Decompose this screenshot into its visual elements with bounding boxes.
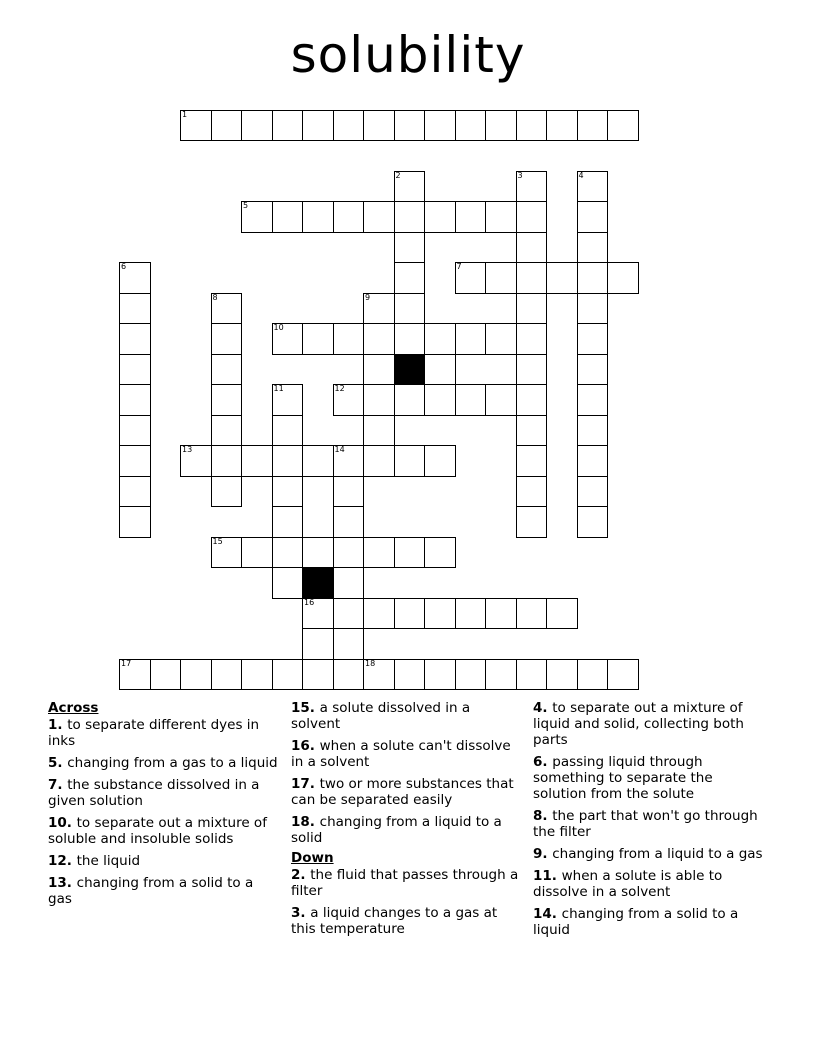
clue-item-number: 13 xyxy=(48,875,67,891)
grid-cell[interactable] xyxy=(241,659,273,691)
grid-cell[interactable] xyxy=(363,598,395,630)
grid-cell[interactable] xyxy=(180,659,212,691)
clue-number: 4 xyxy=(578,170,584,180)
grid-cell[interactable] xyxy=(272,537,304,569)
grid-cell[interactable] xyxy=(455,110,487,142)
grid-cell[interactable] xyxy=(363,323,395,355)
grid-cell[interactable] xyxy=(394,201,426,233)
clue-number: 13 xyxy=(182,445,193,454)
grid-cell[interactable] xyxy=(333,323,365,355)
clue-item: 3. a liquid changes to a gas at this temperature xyxy=(291,905,498,937)
grid-cell[interactable] xyxy=(211,384,243,416)
grid-cell[interactable] xyxy=(272,384,304,416)
clue-item-number: 18 xyxy=(291,814,310,830)
clue-item-number: 7 xyxy=(48,777,58,793)
grid-cell[interactable] xyxy=(363,659,395,691)
clue-item-number: 2 xyxy=(291,867,301,883)
grid-cell[interactable] xyxy=(455,201,487,233)
clue-item-text: a solute dissolved in a solvent xyxy=(291,700,471,732)
clue-item-text: when a solute is able to dissolve in a solvent xyxy=(533,868,723,900)
clue-item-text: changing from a liquid to a gas xyxy=(552,846,763,862)
grid-cell[interactable] xyxy=(241,537,273,569)
clue-item: 10. to separate out a mixture of soluble and insoluble solids xyxy=(48,815,267,847)
grid-cell[interactable] xyxy=(516,262,548,294)
grid-cell[interactable] xyxy=(485,262,517,294)
grid-cell[interactable] xyxy=(180,445,212,477)
clue-item: 16. when a solute can't dissolve in a solvent xyxy=(291,738,511,770)
grid-cell[interactable] xyxy=(363,293,395,325)
clue-number: 1 xyxy=(182,109,188,119)
grid-cell[interactable] xyxy=(150,659,182,691)
clue-item-text: two or more substances that can be separated easily xyxy=(291,776,514,808)
clue-number: 6 xyxy=(121,262,127,271)
grid-cell[interactable] xyxy=(577,659,609,691)
grid-cell[interactable] xyxy=(241,445,273,477)
grid-cell[interactable] xyxy=(424,323,456,355)
clue-item-text: changing from a gas to a liquid xyxy=(67,755,278,771)
clue-item-text: to separate out a mixture of soluble and insoluble solids xyxy=(48,815,267,847)
grid-cell[interactable] xyxy=(516,506,548,538)
grid-cell[interactable] xyxy=(119,415,151,447)
grid-cell[interactable] xyxy=(424,384,456,416)
grid-cell[interactable] xyxy=(455,262,487,294)
grid-cell[interactable] xyxy=(424,537,456,569)
grid-cell[interactable] xyxy=(394,384,426,416)
grid-cell[interactable] xyxy=(485,598,517,630)
clue-item-text: to separate different dyes in inks xyxy=(48,717,260,749)
grid-cell[interactable] xyxy=(485,323,517,355)
clue-item-number: 8 xyxy=(533,808,543,824)
grid-cell[interactable] xyxy=(272,567,304,599)
clue-item-text: the part that won't go through the filter xyxy=(533,808,758,840)
grid-cell[interactable] xyxy=(577,354,609,386)
grid-cell[interactable] xyxy=(394,659,426,691)
clue-number: 8 xyxy=(212,292,218,302)
clue-number: 5 xyxy=(243,201,249,210)
grid-cell[interactable] xyxy=(119,262,151,294)
clues-column-2 xyxy=(291,700,523,943)
grid-cell[interactable] xyxy=(516,354,548,386)
grid-cell[interactable] xyxy=(211,110,243,142)
grid-cell[interactable] xyxy=(577,323,609,355)
grid-cell[interactable] xyxy=(302,323,334,355)
clue-item-text: changing from a solid to a gas xyxy=(48,875,254,907)
grid-cell[interactable] xyxy=(119,476,151,508)
grid-cell[interactable] xyxy=(577,201,609,233)
grid-cell[interactable] xyxy=(394,110,426,142)
grid-cell[interactable] xyxy=(211,476,243,508)
grid-cell[interactable] xyxy=(333,659,365,691)
grid-cell[interactable] xyxy=(333,506,365,538)
grid-cell[interactable] xyxy=(180,110,212,142)
clue-item-number: 16 xyxy=(291,738,310,754)
grid-cell[interactable] xyxy=(119,293,151,325)
clue-item: 11. when a solute is able to dissolve in a solvent xyxy=(533,868,723,900)
grid-cell[interactable] xyxy=(363,415,395,447)
clue-item-text: passing liquid through something to separate the solution from the solute xyxy=(533,754,713,802)
grid-cell[interactable] xyxy=(119,384,151,416)
grid-cell[interactable] xyxy=(333,201,365,233)
clue-item: 6. passing liquid through something to separate the solution from the solute xyxy=(533,754,713,802)
grid-cell[interactable] xyxy=(272,506,304,538)
clue-item: 17. two or more substances that can be separated easily xyxy=(291,776,514,808)
grid-cell[interactable] xyxy=(607,659,639,691)
grid-cell[interactable] xyxy=(546,262,578,294)
grid-cell[interactable] xyxy=(516,598,548,630)
grid-cell[interactable] xyxy=(455,659,487,691)
grid-cell[interactable] xyxy=(394,293,426,325)
clue-item-text: the fluid that passes through a filter xyxy=(291,867,519,899)
grid-cell[interactable] xyxy=(546,598,578,630)
page-title: solubility xyxy=(290,26,526,84)
grid-cell[interactable] xyxy=(577,232,609,264)
grid-cell[interactable] xyxy=(211,537,243,569)
grid-cell[interactable] xyxy=(577,262,609,294)
grid-cell[interactable] xyxy=(394,323,426,355)
grid-cell[interactable] xyxy=(363,110,395,142)
grid-cell[interactable] xyxy=(424,598,456,630)
grid-cell[interactable] xyxy=(577,171,609,203)
clue-item-number: 14 xyxy=(533,906,552,922)
clue-item: 8. the part that won't go through the filter xyxy=(533,808,758,840)
clue-item: 13. changing from a solid to a gas xyxy=(48,875,254,907)
grid-cell[interactable] xyxy=(333,628,365,660)
clues-column-1 xyxy=(48,700,280,913)
clue-number: 10 xyxy=(273,323,284,332)
clue-number: 17 xyxy=(121,658,132,668)
clue-item-text: when a solute can't dissolve in a solvent xyxy=(291,738,511,770)
clue-number: 9 xyxy=(365,292,371,302)
grid-cell[interactable] xyxy=(485,384,517,416)
grid-cell[interactable] xyxy=(241,201,273,233)
clue-item: 5. changing from a gas to a liquid xyxy=(48,755,278,771)
grid-cell[interactable] xyxy=(516,659,548,691)
grid-cell[interactable] xyxy=(363,384,395,416)
clue-item-number: 12 xyxy=(48,853,67,869)
grid-cell[interactable] xyxy=(516,293,548,325)
grid-cell[interactable] xyxy=(455,323,487,355)
grid-cell[interactable] xyxy=(333,537,365,569)
clue-item: 14. changing from a solid to a liquid xyxy=(533,906,739,938)
clue-item: 1. to separate different dyes in inks xyxy=(48,717,260,749)
grid-cell[interactable] xyxy=(211,445,243,477)
grid-cell[interactable] xyxy=(577,476,609,508)
grid-cell[interactable] xyxy=(394,537,426,569)
clue-number: 15 xyxy=(212,536,223,546)
grid-cell[interactable] xyxy=(272,445,304,477)
grid-cell[interactable] xyxy=(302,628,334,660)
black-square xyxy=(302,567,334,599)
clue-item: 18. changing from a liquid to a solid xyxy=(291,814,502,846)
grid-cell[interactable] xyxy=(455,384,487,416)
grid-cell[interactable] xyxy=(333,384,365,416)
grid-cell[interactable] xyxy=(516,384,548,416)
grid-cell[interactable] xyxy=(272,659,304,691)
grid-cell[interactable] xyxy=(424,201,456,233)
grid-cell[interactable] xyxy=(455,598,487,630)
grid-cell[interactable] xyxy=(607,262,639,294)
grid-cell[interactable] xyxy=(394,445,426,477)
grid-cell[interactable] xyxy=(119,323,151,355)
clue-item-number: 3 xyxy=(291,905,301,921)
clue-number: 2 xyxy=(395,170,401,180)
grid-cell[interactable] xyxy=(272,415,304,447)
grid-cell[interactable] xyxy=(333,445,365,477)
grid-cell[interactable] xyxy=(394,171,426,203)
clue-item-text: changing from a solid to a liquid xyxy=(533,906,739,938)
grid-cell[interactable] xyxy=(333,598,365,630)
clue-number: 11 xyxy=(273,384,284,393)
grid-cell[interactable] xyxy=(577,110,609,142)
clue-item-text: changing from a liquid to a solid xyxy=(291,814,502,846)
grid-cell[interactable] xyxy=(302,445,334,477)
clue-item-text: the substance dissolved in a given solution xyxy=(48,777,260,809)
grid-cell[interactable] xyxy=(424,354,456,386)
grid-cell[interactable] xyxy=(546,110,578,142)
across-heading: Across xyxy=(48,700,99,716)
grid-cell[interactable] xyxy=(516,201,548,233)
grid-cell[interactable] xyxy=(516,110,548,142)
grid-cell[interactable] xyxy=(272,476,304,508)
grid-cell[interactable] xyxy=(516,171,548,203)
clue-item: 12. the liquid xyxy=(48,853,141,869)
grid-cell[interactable] xyxy=(333,110,365,142)
clue-number: 14 xyxy=(334,445,345,454)
clue-item-number: 11 xyxy=(533,868,552,884)
grid-cell[interactable] xyxy=(302,659,334,691)
grid-cell[interactable] xyxy=(211,354,243,386)
grid-cell[interactable] xyxy=(363,445,395,477)
down-heading: Down xyxy=(291,850,334,866)
grid-cell[interactable] xyxy=(577,415,609,447)
grid-cell[interactable] xyxy=(394,232,426,264)
grid-cell[interactable] xyxy=(302,110,334,142)
clue-item-number: 10 xyxy=(48,815,67,831)
grid-cell[interactable] xyxy=(119,659,151,691)
grid-cell[interactable] xyxy=(394,598,426,630)
grid-cell[interactable] xyxy=(394,262,426,294)
grid-cell[interactable] xyxy=(485,659,517,691)
grid-cell[interactable] xyxy=(302,537,334,569)
grid-cell[interactable] xyxy=(119,354,151,386)
clue-number: 7 xyxy=(456,262,462,271)
grid-cell[interactable] xyxy=(516,476,548,508)
clue-number: 16 xyxy=(304,597,315,607)
grid-cell[interactable] xyxy=(119,445,151,477)
grid-cell[interactable] xyxy=(485,201,517,233)
grid-cell[interactable] xyxy=(516,415,548,447)
clue-item: 9. changing from a liquid to a gas xyxy=(533,846,763,862)
grid-cell[interactable] xyxy=(516,232,548,264)
clue-item: 4. to separate out a mixture of liquid and solid, collecting both parts xyxy=(533,700,744,748)
grid-cell[interactable] xyxy=(363,201,395,233)
clue-number: 12 xyxy=(334,384,345,393)
grid-cell[interactable] xyxy=(302,201,334,233)
grid-cell[interactable] xyxy=(333,567,365,599)
grid-cell[interactable] xyxy=(424,445,456,477)
grid-cell[interactable] xyxy=(211,415,243,447)
grid-cell[interactable] xyxy=(577,445,609,477)
grid-cell[interactable] xyxy=(577,506,609,538)
grid-cell[interactable] xyxy=(241,110,273,142)
grid-cell[interactable] xyxy=(363,537,395,569)
grid-cell[interactable] xyxy=(516,323,548,355)
grid-cell[interactable] xyxy=(607,110,639,142)
black-square xyxy=(394,354,426,386)
grid-cell[interactable] xyxy=(211,293,243,325)
grid-cell[interactable] xyxy=(272,110,304,142)
grid-cell[interactable] xyxy=(119,506,151,538)
grid-cell[interactable] xyxy=(272,323,304,355)
grid-cell[interactable] xyxy=(211,323,243,355)
clues-column-3 xyxy=(533,700,765,944)
grid-cell[interactable] xyxy=(302,598,334,630)
clue-item-number: 5 xyxy=(48,755,58,771)
clue-item: 7. the substance dissolved in a given solution xyxy=(48,777,260,809)
clue-number: 18 xyxy=(365,658,376,668)
clue-item-text: a liquid changes to a gas at this temperature xyxy=(291,905,498,937)
clue-item-number: 4 xyxy=(533,700,543,716)
clue-item: 2. the fluid that passes through a filter xyxy=(291,867,519,899)
grid-cell[interactable] xyxy=(363,354,395,386)
clue-item-number: 1 xyxy=(48,717,58,733)
clue-item-number: 6 xyxy=(533,754,543,770)
grid-cell[interactable] xyxy=(546,659,578,691)
clue-item-number: 9 xyxy=(533,846,543,862)
grid-cell[interactable] xyxy=(577,293,609,325)
grid-cell[interactable] xyxy=(516,445,548,477)
clue-number: 3 xyxy=(517,170,523,180)
grid-cell[interactable] xyxy=(211,659,243,691)
clue-item-text: to separate out a mixture of liquid and solid, collecting both parts xyxy=(533,700,744,748)
clue-item-number: 15 xyxy=(291,700,310,716)
grid-cell[interactable] xyxy=(424,110,456,142)
grid-cell[interactable] xyxy=(424,659,456,691)
grid-cell[interactable] xyxy=(333,476,365,508)
grid-cell[interactable] xyxy=(577,384,609,416)
grid-cell[interactable] xyxy=(272,201,304,233)
grid-cell[interactable] xyxy=(485,110,517,142)
clue-item: 15. a solute dissolved in a solvent xyxy=(291,700,471,732)
clue-item-text: the liquid xyxy=(76,853,141,869)
clue-item-number: 17 xyxy=(291,776,310,792)
